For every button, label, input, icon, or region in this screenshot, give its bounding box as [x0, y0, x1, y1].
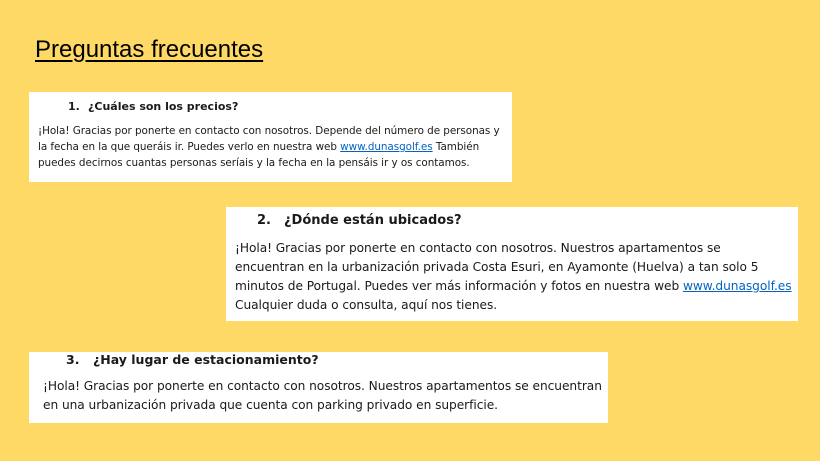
faq-number: 2.: [257, 213, 271, 228]
faq-number: 3.: [66, 352, 80, 367]
faq-answer-text: También puedes decirnos cuantas personas seríais y la fecha en la pensáis ir y os contamos.: [38, 141, 480, 169]
faq-question: [235, 213, 792, 228]
website-link[interactable]: www.dunasgolf.es: [682, 279, 792, 293]
faq-answer: [235, 239, 792, 315]
faq-question-text: ¿Cuáles son los precios?: [88, 100, 239, 113]
faq-answer: ¡Hola! Gracias por ponerte en contacto con nosotros. Nuestros apartamentos se encuentran en una urbanización privada que cuenta con parking privado en superficie.: [43, 379, 602, 412]
slide-title: Preguntas frecuentes: [35, 36, 264, 63]
faq-number: 1.: [68, 100, 80, 113]
faq-answer-text: ¡Hola! Gracias por ponerte en contacto con nosotros. Nuestros apartamentos se encuentran en la urbanización privada Costa Esuri, en Ayamonte (Huelva) a tan solo 5 minutos de Portugal. Puedes ver más información y fotos en nuestra web: [235, 241, 759, 293]
faq-card-parking: [29, 352, 608, 423]
faq-card-location: [226, 207, 798, 321]
website-link[interactable]: www.dunasgolf.es: [340, 141, 433, 153]
faq-question-text: ¿Dónde están ubicados?: [284, 213, 462, 228]
faq-question: [38, 100, 502, 113]
faq-answer-text: ¡Hola! Gracias por ponerte en contacto con nosotros. Depende del número de personas y la fecha en la que queráis ir. Puedes verlo en nuestra web: [38, 125, 500, 153]
faq-answer-text: Cualquier duda o consulta, aquí nos tienes.: [235, 298, 498, 312]
faq-question-text: ¿Hay lugar de estacionamiento?: [93, 352, 319, 367]
faq-answer: [38, 123, 502, 171]
faq-card-prices: [29, 92, 512, 182]
faq-question: [43, 352, 602, 367]
